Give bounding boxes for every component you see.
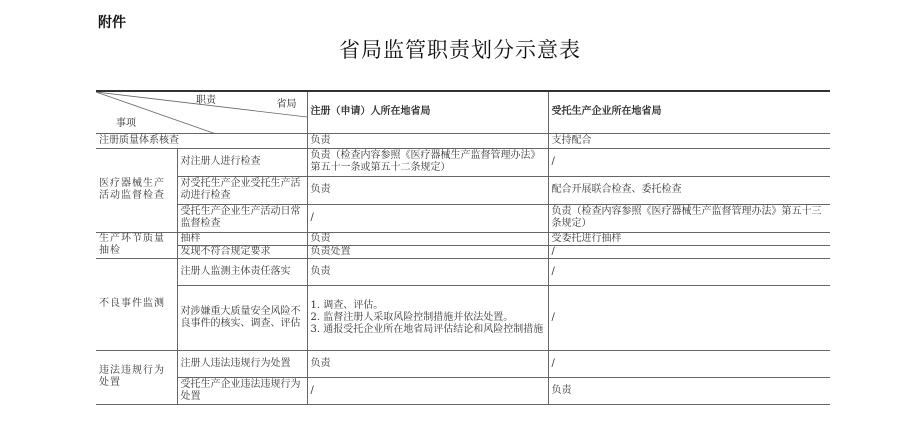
measure-line: 3. 通报受托企业所在地省局评估结论和风险控制措施 [310,323,544,335]
contract-cell: 负责（检查内容参照《医疗器械生产监督管理办法》第五十三条规定） [548,204,830,232]
table-row [96,245,830,258]
measure-line: 2. 监督注册人采取风险控制措施并依法处置。 [310,311,514,323]
sub-item-cell: 注册人违法违规行为处置 [177,350,307,377]
table-row [96,258,830,285]
registrant-cell: / [307,204,548,232]
corner-duty-label: 职责 [196,95,216,106]
table-row [96,232,830,245]
sub-item-cell: 注册人监测主体责任落实 [177,258,307,285]
sub-item-cell: 抽样 [177,232,307,245]
corner-province-label: 省局 [276,99,297,110]
sub-item-cell: 对注册人进行检查 [177,148,307,176]
sub-item-cell: 受托生产企业违法违规行为处置 [177,377,307,404]
contract-cell: / [548,258,830,285]
header-contract-province: 受托生产企业所在地省局 [548,91,830,133]
contract-cell: / [548,285,830,350]
attachment-label: 附件 [98,15,126,31]
registrant-cell: 负责处置 [307,245,548,258]
category-cell: 医疗器械生产活动监督检查 [96,148,177,232]
header-corner-cell [96,91,307,133]
registrant-cell: 负责 [307,350,548,377]
registrant-cell: 负责 [307,133,548,148]
table-row [96,133,830,148]
table-row [96,176,830,204]
contract-cell: 负责 [548,377,830,404]
registrant-cell: 负责 [307,176,548,204]
measure-line: 1. 调查、评估。 [310,299,384,311]
sub-item-cell: 对涉嫌重大质量安全风险不良事件的核实、调查、评估 [177,285,307,350]
category-cell: 不良事件监测 [96,258,177,350]
table-row [96,204,830,232]
contract-cell: 配合开展联合检查、委托检查 [548,176,830,204]
contract-cell: 支持配合 [548,133,830,148]
registrant-cell: / [307,377,548,404]
contract-cell: / [548,245,830,258]
item-cell: 注册质量体系核查 [96,133,307,148]
category-cell: 生产环节质量抽检 [96,232,177,258]
corner-item-label: 事项 [116,117,136,129]
registrant-cell: 负责（检查内容参照《医疗器械生产监督管理办法》第五十一条或第五十二条规定） [307,148,548,176]
table-row [96,148,830,176]
registrant-cell [307,285,548,350]
table-row [96,350,830,377]
page-title: 省局监管职责划分示意表 [339,38,581,62]
sub-item-cell: 发现不符合规定要求 [177,245,307,258]
contract-cell: / [548,350,830,377]
duty-table [96,90,830,405]
table-header-row [96,91,830,133]
header-registrant-province: 注册（申请）人所在地省局 [307,91,548,133]
table-row [96,285,830,350]
registrant-cell: 负责 [307,258,548,285]
table-row [96,377,830,404]
contract-cell: / [548,148,830,176]
contract-cell: 受委托进行抽样 [548,232,830,245]
sub-item-cell: 对受托生产企业受托生产活动进行检查 [177,176,307,204]
sub-item-cell: 受托生产企业生产活动日常监督检查 [177,204,307,232]
category-cell: 违法违规行为处置 [96,350,177,404]
registrant-cell: 负责 [307,232,548,245]
